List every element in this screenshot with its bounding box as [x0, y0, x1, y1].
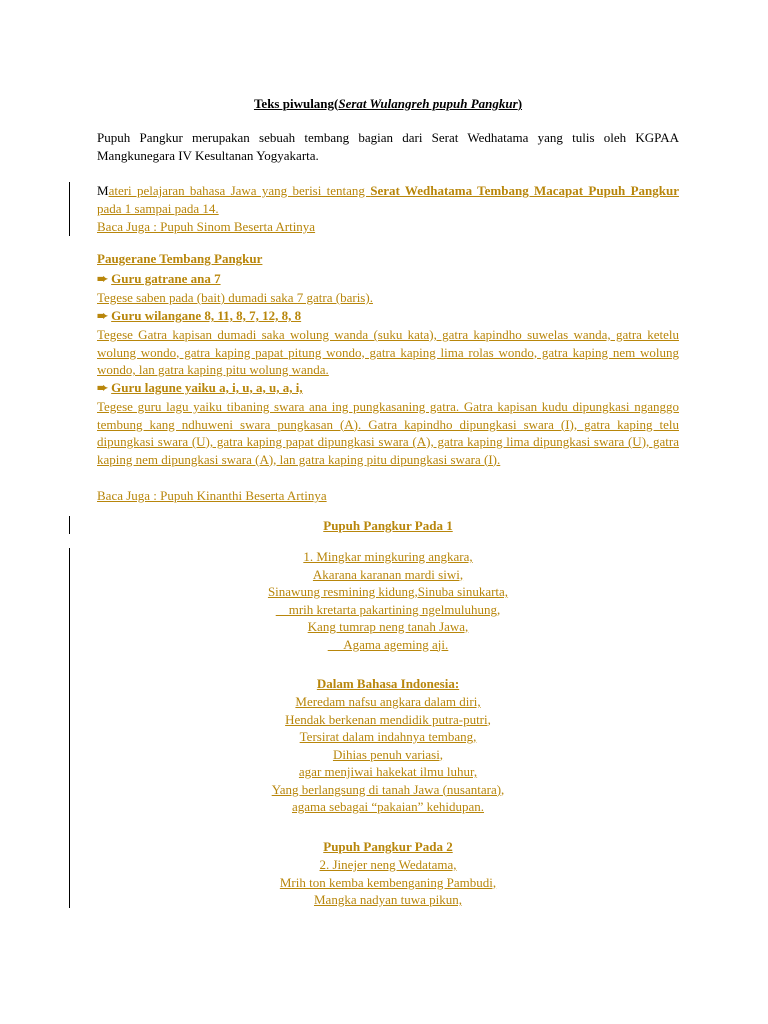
translation-line[interactable]: Yang berlangsung di tanah Jawa (nusantara), — [271, 781, 505, 797]
pada2-heading — [97, 838, 679, 856]
arrow-icon: ➨ — [97, 271, 108, 286]
guru-wilangan-text — [97, 326, 679, 379]
pada2-heading-text[interactable]: Pupuh Pangkur Pada 2 — [323, 839, 453, 854]
arrow-icon: ➨ — [97, 380, 108, 395]
materi-paragraph — [97, 182, 679, 217]
guru-lagu-label[interactable]: Guru lagune yaiku a, i, u, a, u, a, i, — [111, 380, 303, 395]
indonesia-heading — [97, 675, 679, 693]
indonesia-verse — [97, 693, 679, 816]
pada2-verse — [97, 856, 679, 909]
intro-paragraph: Pupuh Pangkur merupakan sebuah tembang bagian dari Serat Wedhatama yang tulis oleh KGPAA Mangkunegara IV Kesultanan Yogyakarta. — [97, 130, 679, 163]
materi-tail-link[interactable]: pada 1 sampai pada 14. — [97, 200, 219, 216]
guru-gatra-text — [97, 289, 679, 307]
title-italic: Serat Wulangreh pupuh Pangkur — [338, 96, 518, 111]
pada1-verse — [97, 548, 679, 653]
guru-lagu-text-link[interactable]: Tegese guru lagu yaiku tibaning swara ana ing pungkasaning gatra. Gatra kapisan kudu dipungkasi nganggo tembung kang ndhuweni swara pungkasan (A). Gatra kapindho dipungkasi swara (I), gatra kaping telu dipungkasi swara (U), gatra kaping papat dipungkasi swara (A), gatra kaping lima dipungkasi swara (U), gatra kaping nem dipungkasi swara (A), lan gatra kaping pitu dipungkasi swara (I). — [97, 399, 679, 467]
paugerane-heading — [97, 250, 679, 268]
margin-bar — [69, 548, 70, 908]
guru-wilangan-text-link[interactable]: Tegese Gatra kapisan dumadi saka wolung wanda (suku kata), gatra kapindho suwelas wanda, gatra ketelu wolung wondo, gatra kaping papat pitung wondo, gatra kaping lima rolas wondo, gatra kaping nem wolung wondo, lan gatra kaping pitu wolung wanda. — [97, 327, 679, 377]
verse-line[interactable]: Agama ageming aji. — [327, 636, 449, 652]
translation-line[interactable]: Meredam nafsu angkara dalam diri, — [295, 694, 481, 709]
guru-lagu-text — [97, 398, 679, 468]
translation-line[interactable]: Hendak berkenan mendidik putra-putri, — [285, 711, 491, 727]
materi-bold-link[interactable]: Serat Wedhatama Tembang Macapat Pupuh Pangkur — [370, 183, 680, 198]
margin-bar — [69, 516, 70, 534]
verse-line[interactable]: Mangka nadyan tuwa pikun, — [313, 892, 463, 907]
verse-line[interactable]: Kang tumrap neng tanah Jawa, — [307, 619, 469, 634]
baca-juga-kinanthi — [97, 487, 679, 505]
paugerane-heading-text[interactable]: Paugerane Tembang Pangkur — [97, 251, 263, 266]
guru-wilangan-label[interactable]: Guru wilangane 8, 11, 8, 7, 12, 8, 8 — [111, 308, 302, 323]
materi-text-link[interactable]: ateri pelajaran bahasa Jawa yang berisi tentang — [108, 183, 371, 198]
guru-gatra-text-link[interactable]: Tegese saben pada (bait) dumadi saka 7 gatra (baris). — [97, 290, 373, 305]
translation-line[interactable]: agama sebagai “pakaian” kehidupan. — [291, 799, 485, 814]
materi-first-letter: M — [97, 183, 109, 198]
title-prefix: Teks piwulang( — [253, 96, 339, 111]
arrow-icon: ➨ — [97, 308, 108, 323]
baca-juga-kinanthi-link[interactable]: Baca Juga : Pupuh Kinanthi Beserta Artinya — [97, 488, 327, 503]
margin-bar — [69, 182, 70, 236]
verse-line[interactable]: Mrih ton kemba kembenganing Pambudi, — [279, 874, 497, 890]
verse-line[interactable]: Sinawung resmining kidung,Sinuba sinukarta, — [267, 584, 509, 599]
guru-gatra-label[interactable]: Guru gatrane ana 7 — [111, 271, 221, 286]
title-suffix: ) — [517, 96, 523, 111]
verse-line[interactable]: 1. Mingkar mingkuring angkara, — [303, 549, 473, 564]
pada1-heading-text[interactable]: Pupuh Pangkur Pada 1 — [323, 518, 453, 533]
verse-line[interactable]: Akarana karanan mardi siwi, — [312, 566, 464, 582]
translation-line[interactable]: Tersirat dalam indahnya tembang, — [299, 729, 477, 744]
indonesia-heading-text[interactable]: Dalam Bahasa Indonesia: — [316, 676, 460, 691]
guru-gatra-row — [97, 270, 679, 288]
guru-lagu-row — [97, 379, 679, 397]
baca-juga-sinom-link[interactable]: Baca Juga : Pupuh Sinom Beserta Artinya — [97, 219, 316, 234]
verse-line[interactable]: mrih kretarta pakartining ngelmuluhung, — [275, 601, 501, 617]
guru-wilangan-row — [97, 307, 679, 325]
translation-line[interactable]: Dihias penuh variasi, — [332, 746, 444, 762]
page-title — [97, 96, 679, 112]
translation-line[interactable]: agar menjiwai hakekat ilmu luhur, — [298, 764, 478, 779]
verse-line[interactable]: 2. Jinejer neng Wedatama, — [319, 857, 457, 872]
pada1-heading — [97, 517, 679, 535]
baca-juga-sinom — [97, 218, 679, 236]
